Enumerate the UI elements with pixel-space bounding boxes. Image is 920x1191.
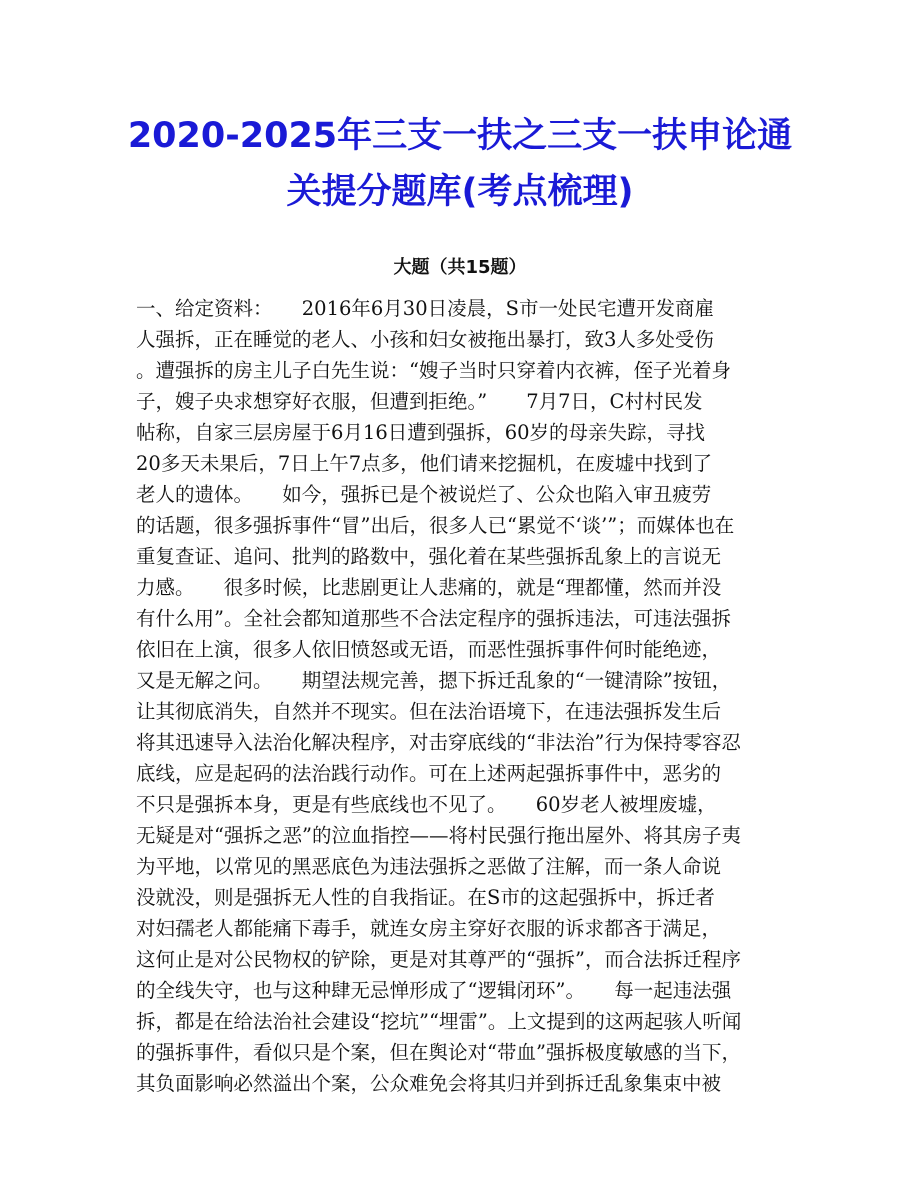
body-line: 底线，应是起码的法治践行动作。可在上述两起强拆事件中，恶劣的 (136, 762, 722, 785)
body-line: 有什么用”。全社会都知道那些不合法定程序的强拆违法，可违法强拆 (136, 607, 731, 630)
body-line: 依旧在上演，很多人依旧愤怒或无语，而恶性强拆事件何时能绝迹， (136, 638, 722, 661)
body-line: 没就没，则是强拆无人性的自我指证。在S市的这起强拆中，拆迁者 (136, 886, 715, 909)
body-line: 让其彻底消失，自然并不现实。但在法治语境下，在违法强拆发生后 (136, 700, 722, 723)
body-line: 力感。 很多时候，比悲剧更让人悲痛的，就是“理都懂，然而并没 (136, 576, 722, 599)
document-title-line-2: 关提分题库(考点梳理) (286, 172, 634, 212)
body-line: 又是无解之问。 期望法规完善，摁下拆迁乱象的“一键清除”按钮， (136, 669, 732, 692)
body-line: 这何止是对公民物权的铲除，更是对其尊严的“强拆”，而合法拆迁程序 (136, 948, 741, 971)
document-title (100, 108, 820, 220)
body-line: 重复查证、追问、批判的路数中，强化着在某些强拆乱象上的言说无 (136, 545, 722, 568)
body-line: 拆，都是在给法治社会建设“挖坑”“埋雷”。上文提到的这两起骇人听闻 (136, 1010, 742, 1033)
body-line: 人强拆，正在睡觉的老人、小孩和妇女被拖出暴打，致3人多处受伤 (136, 328, 714, 351)
question-body (136, 293, 784, 1099)
body-line: 对妇孺老人都能痛下毒手，就连女房主穿好衣服的诉求都吝于满足， (136, 917, 722, 940)
body-line: 为平地，以常见的黑恶底色为违法强拆之恶做了注解，而一条人命说 (136, 855, 722, 878)
body-line: 的话题，很多强拆事件“冒”出后，很多人已“累觉不‘谈’”；而媒体也在 (136, 514, 735, 537)
body-line: 的强拆事件，看似只是个案，但在舆论对“带血”强拆极度敏感的当下， (136, 1041, 741, 1064)
document-title-line-1: 2020-2025年三支一扶之三支一扶申论通 (127, 116, 793, 156)
body-line: 帖称，自家三层房屋于6月16日遭到强拆，60岁的母亲失踪，寻找 (136, 421, 706, 444)
body-line: 老人的遗体。 如今，强拆已是个被说烂了、公众也陷入审丑疲劳 (136, 483, 712, 506)
body-line: 。遭强拆的房主儿子白先生说：“嫂子当时只穿着内衣裤，侄子光着身 (136, 359, 731, 382)
body-line: 将其迅速导入法治化解决程序，对击穿底线的“非法治”行为保持零容忍 (136, 731, 741, 754)
body-line: 其负面影响必然溢出个案，公众难免会将其归并到拆迁乱象集束中被 (136, 1072, 722, 1095)
section-heading: 大题（共15题） (393, 257, 527, 278)
body-line: 20多天未果后，7日上午7点多，他们请来挖掘机，在废墟中找到了 (136, 452, 713, 475)
body-line: 一、给定资料： 2016年6月30日凌晨，S市一处民宅遭开发商雇 (136, 297, 714, 320)
body-line: 子，嫂子央求想穿好衣服，但遭到拒绝。” 7月7日，C村村民发 (136, 390, 703, 413)
body-line: 不只是强拆本身，更是有些底线也不见了。 60岁老人被埋废墟， (136, 793, 717, 816)
body-line: 的全线失守，也与这种肆无忌惮形成了“逻辑闭环”。 每一起违法强 (136, 979, 732, 1002)
body-line: 无疑是对“强拆之恶”的泣血指控——将村民强行拖出屋外、将其房子夷 (136, 824, 741, 847)
